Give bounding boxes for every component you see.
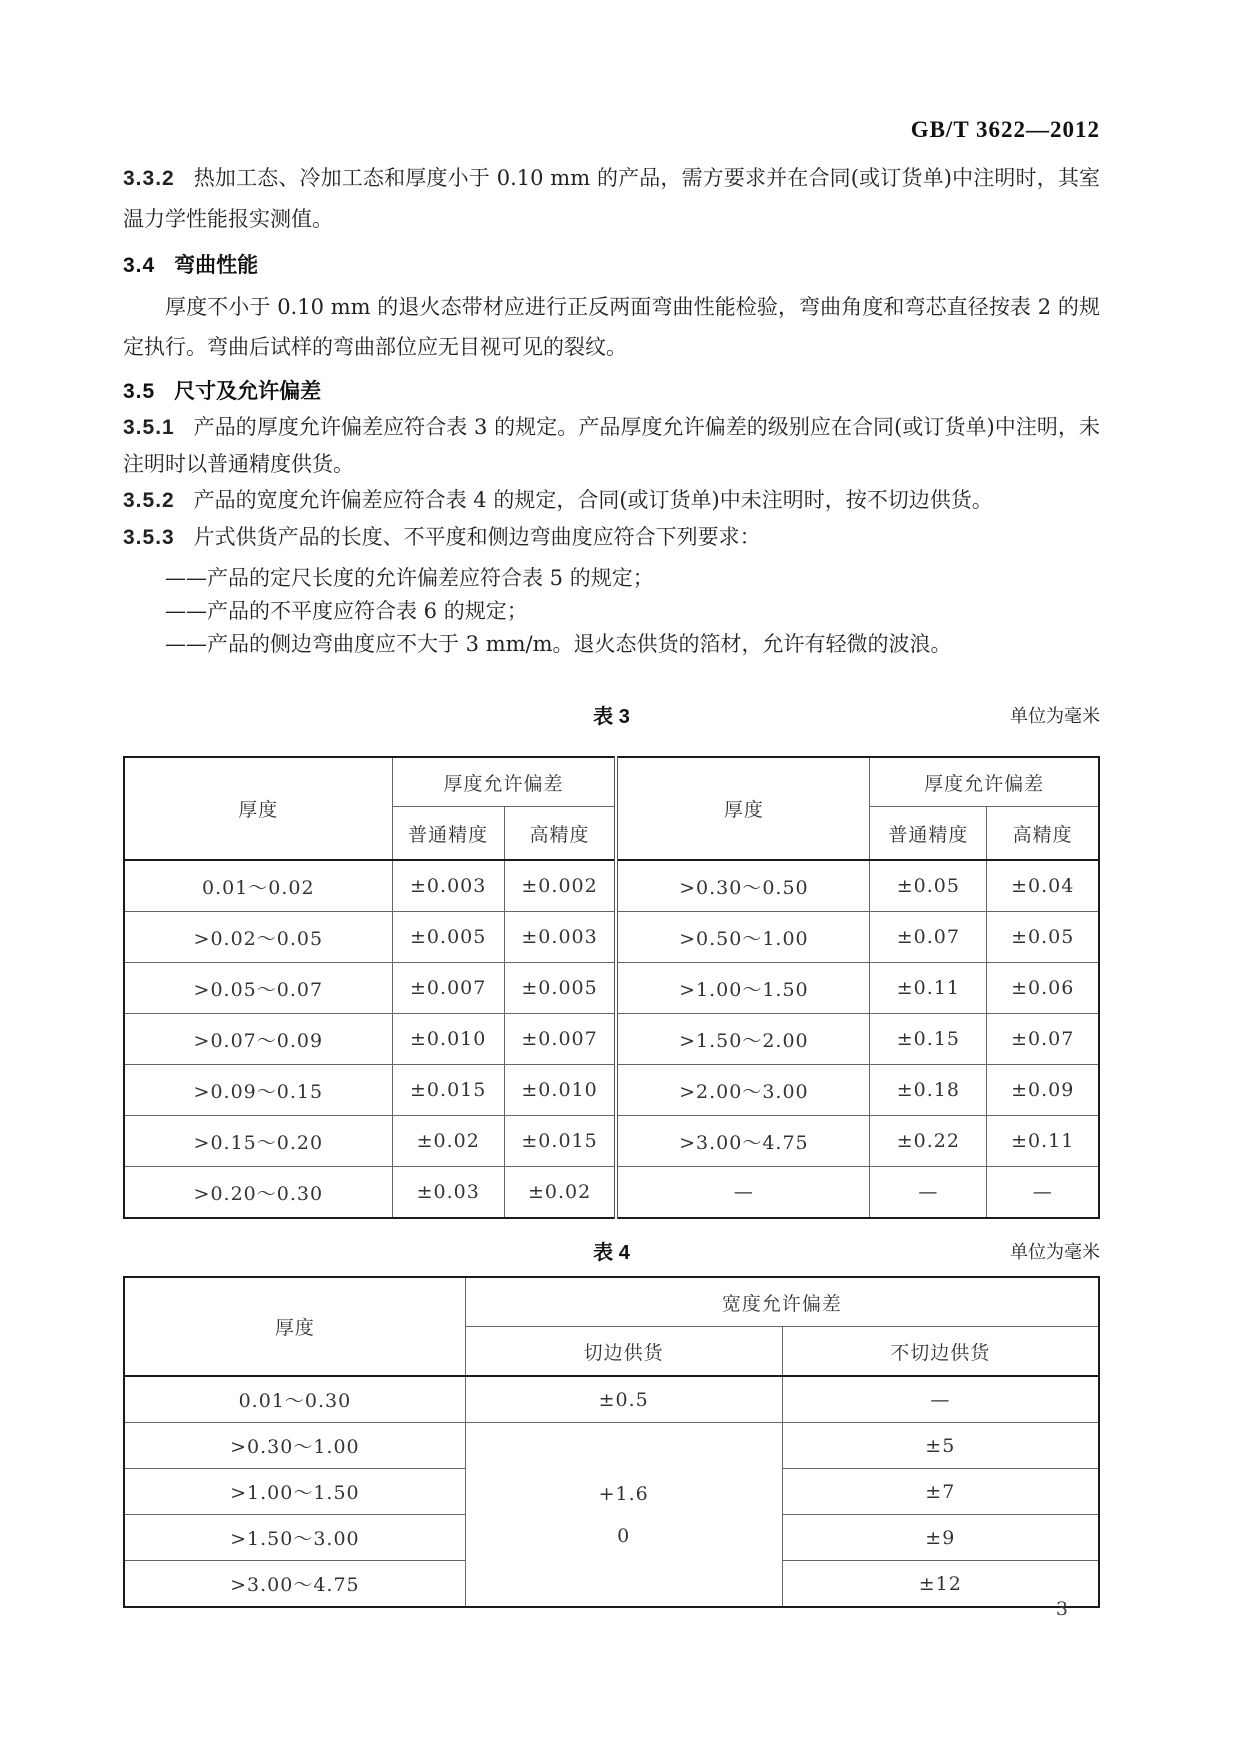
table-cell: ±0.02 <box>504 1167 616 1219</box>
table-row <box>124 1277 1099 1327</box>
heading-3-4 <box>123 249 1100 283</box>
table-cell: ±12 <box>782 1561 1099 1608</box>
tolerance-lower: 0 <box>617 1524 631 1547</box>
table-4-caption: 表 4 <box>593 1242 630 1264</box>
header-cell-thickness: 厚度 <box>124 1277 465 1376</box>
table-row <box>124 912 1099 963</box>
table-cell: — <box>987 1167 1099 1219</box>
clause-3-5-1 <box>123 409 1100 482</box>
clause-text: 热加工态、冷加工态和厚度小于 0.10 mm 的产品，需方要求并在合同(或订货单)中注明时，其室温力学性能报实测值。 <box>123 166 1100 231</box>
clause-text: 片式供货产品的长度、不平度和侧边弯曲度应符合下列要求： <box>193 525 761 549</box>
table-cell: >0.09～0.15 <box>124 1065 392 1116</box>
header-cell-tolerance-right: 厚度允许偏差 <box>870 757 1099 807</box>
heading-number: 3.5 <box>123 380 156 403</box>
dash-item: ——产品的侧边弯曲度应不大于 3 mm/m。退火态供货的箔材，允许有轻微的波浪。 <box>165 632 952 656</box>
table-cell: >1.00～1.50 <box>124 1469 465 1515</box>
table-cell: ±0.07 <box>870 912 987 963</box>
table-cell: ±7 <box>782 1469 1099 1515</box>
header-cell-normal-left: 普通精度 <box>392 807 504 861</box>
table-cell: >0.30～0.50 <box>616 860 870 912</box>
table-cell: >1.50～2.00 <box>616 1014 870 1065</box>
table-3-caption: 表 3 <box>593 706 630 728</box>
table-3-thickness-tolerance <box>123 756 1100 1219</box>
table-cell: >0.15～0.20 <box>124 1116 392 1167</box>
table-row <box>124 1065 1099 1116</box>
table-row <box>124 860 1099 912</box>
table-cell: ±0.010 <box>504 1065 616 1116</box>
header-cell-high-left: 高精度 <box>504 807 616 861</box>
table-3-caption-row <box>123 701 1100 732</box>
table-cell: >0.30～1.00 <box>124 1423 465 1469</box>
table-row <box>124 1167 1099 1219</box>
table-cell: ±0.06 <box>987 963 1099 1014</box>
table-cell: >0.50～1.00 <box>616 912 870 963</box>
table-row <box>124 757 1099 807</box>
table-cell: ±0.015 <box>392 1065 504 1116</box>
table-cell: ±0.15 <box>870 1014 987 1065</box>
table-4-header <box>124 1277 1099 1376</box>
table-cell: ±0.05 <box>987 912 1099 963</box>
header-cell-untrimmed: 不切边供货 <box>782 1327 1099 1377</box>
table-cell: — <box>782 1376 1099 1423</box>
table-cell: — <box>616 1167 870 1219</box>
clause-text: 产品的宽度允许偏差应符合表 4 的规定，合同(或订货单)中未注明时，按不切边供货。 <box>193 488 993 512</box>
header-cell-thickness-right: 厚度 <box>616 757 870 860</box>
table-4-width-tolerance <box>123 1276 1100 1608</box>
table-cell: >1.00～1.50 <box>616 963 870 1014</box>
heading-3-5 <box>123 375 1100 409</box>
table-cell: >2.00～3.00 <box>616 1065 870 1116</box>
table-3-body <box>124 860 1099 1218</box>
table-cell: ±0.09 <box>987 1065 1099 1116</box>
table-row <box>124 1423 1099 1469</box>
table-cell: ±0.002 <box>504 860 616 912</box>
header-cell-thickness-left: 厚度 <box>124 757 392 860</box>
table-cell: >1.50～3.00 <box>124 1515 465 1561</box>
table-cell: ±0.02 <box>392 1116 504 1167</box>
dash-list <box>123 562 1100 661</box>
table-3-header <box>124 757 1099 860</box>
heading-title: 弯曲性能 <box>174 254 259 277</box>
table-4-unit-note: 单位为毫米 <box>1010 1242 1100 1263</box>
table-cell: ±0.05 <box>870 860 987 912</box>
table-cell: ±0.007 <box>504 1014 616 1065</box>
paragraph-3-4: 厚度不小于 0.10 mm 的退火态带材应进行正反两面弯曲性能检验，弯曲角度和弯芯直径按表 2 的规定执行。弯曲后试样的弯曲部位应无目视可见的裂纹。 <box>123 295 1100 359</box>
table-row <box>124 963 1099 1014</box>
table-cell: >3.00～4.75 <box>124 1561 465 1608</box>
clause-number: 3.3.2 <box>123 167 175 190</box>
table-row <box>124 1376 1099 1423</box>
header-cell-normal-right: 普通精度 <box>870 807 987 861</box>
table-cell: ±0.5 <box>465 1376 782 1423</box>
table-cell: — <box>870 1167 987 1219</box>
table-row <box>124 1014 1099 1065</box>
table-cell: ±0.005 <box>392 912 504 963</box>
table-cell: >0.05～0.07 <box>124 963 392 1014</box>
dash-item: ——产品的不平度应符合表 6 的规定； <box>165 599 528 623</box>
clause-3-5-2 <box>123 482 1100 519</box>
table-cell: ±0.07 <box>987 1014 1099 1065</box>
table-cell: ±0.11 <box>987 1116 1099 1167</box>
table-cell: >0.07～0.09 <box>124 1014 392 1065</box>
header-cell-high-right: 高精度 <box>987 807 1099 861</box>
table-cell: ±5 <box>782 1423 1099 1469</box>
clause-text: 产品的厚度允许偏差应符合表 3 的规定。产品厚度允许偏差的级别应在合同(或订货单)中注明，未注明时以普通精度供货。 <box>123 415 1100 476</box>
table-row <box>124 1116 1099 1167</box>
clause-number: 3.5.1 <box>123 416 175 439</box>
table-cell: ±0.007 <box>392 963 504 1014</box>
table-3-unit-note: 单位为毫米 <box>1010 706 1100 727</box>
header-cell-trimmed: 切边供货 <box>465 1327 782 1377</box>
clause-number: 3.5.2 <box>123 489 175 512</box>
page-content <box>123 0 1100 1608</box>
table-cell: ±0.11 <box>870 963 987 1014</box>
table-cell: ±0.010 <box>392 1014 504 1065</box>
table-cell: >0.02～0.05 <box>124 912 392 963</box>
table-cell: ±9 <box>782 1515 1099 1561</box>
table-cell: ±0.003 <box>392 860 504 912</box>
header-cell-tolerance-left: 厚度允许偏差 <box>392 757 616 807</box>
table-cell: ±0.015 <box>504 1116 616 1167</box>
table-cell: >3.00～4.75 <box>616 1116 870 1167</box>
table-cell: 0.01～0.30 <box>124 1376 465 1423</box>
header-cell-width-tolerance: 宽度允许偏差 <box>465 1277 1099 1327</box>
page-number: 3 <box>1055 1598 1068 1620</box>
table-cell: ±0.18 <box>870 1065 987 1116</box>
tolerance-upper: +1.6 <box>598 1482 649 1505</box>
heading-title: 尺寸及允许偏差 <box>174 380 322 403</box>
table-cell: ±0.005 <box>504 963 616 1014</box>
table-cell: ±0.03 <box>392 1167 504 1219</box>
standard-number: GB/T 3622—2012 <box>910 117 1100 142</box>
clause-3-5-3 <box>123 519 1100 556</box>
dash-item: ——产品的定尺长度的允许偏差应符合表 5 的规定； <box>165 566 654 590</box>
table-cell: 0.01～0.02 <box>124 860 392 912</box>
merged-trimmed-tolerance-cell <box>465 1423 782 1608</box>
table-4-body <box>124 1376 1099 1607</box>
table-cell: ±0.003 <box>504 912 616 963</box>
clause-3-3-2 <box>123 158 1100 239</box>
table-cell: ±0.04 <box>987 860 1099 912</box>
table-4-caption-row <box>123 1237 1100 1268</box>
table-cell: ±0.22 <box>870 1116 987 1167</box>
table-cell: >0.20～0.30 <box>124 1167 392 1219</box>
heading-number: 3.4 <box>123 254 156 277</box>
clause-number: 3.5.3 <box>123 526 175 549</box>
